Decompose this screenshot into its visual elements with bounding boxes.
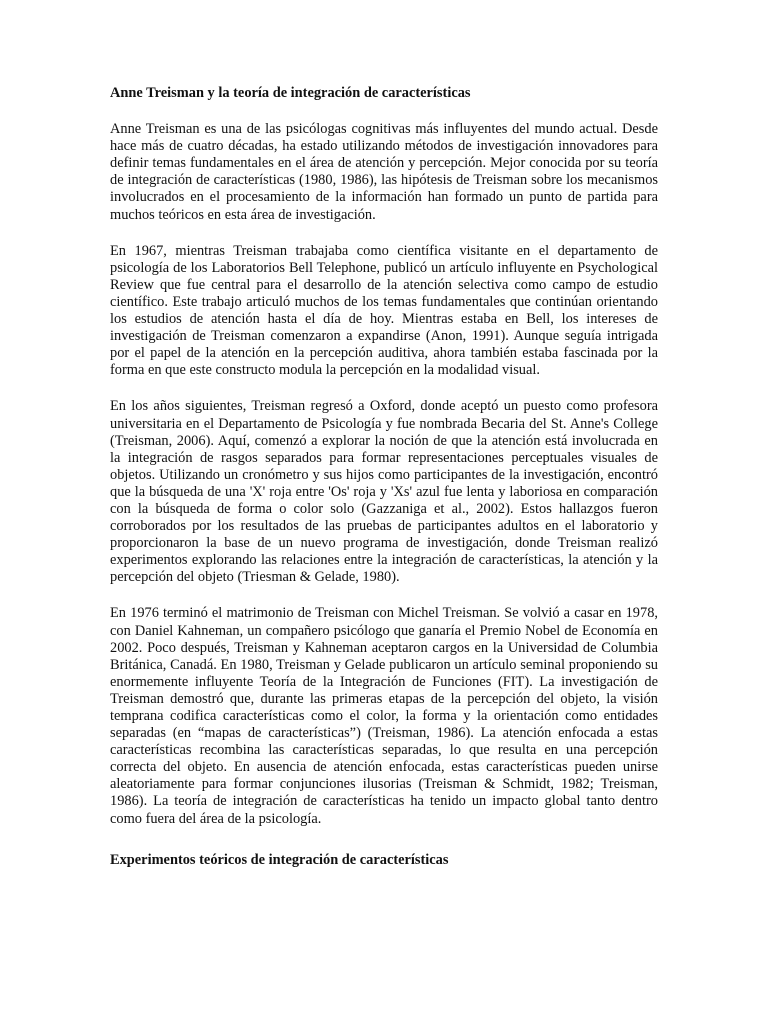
paragraph-2: En 1967, mientras Treisman trabajaba como científica visitante en el departamento de psicología de los Laboratorios Bell Telephone, publicó un artículo influyente en Psychological Review que fue central para el desarrollo de la atención selectiva como campo de estudio científico. Este trabajo articuló muchos de los temas fundamentales que continúan orientando los estudios de atención hasta el día de hoy. Mientras estaba en Bell, los intereses de investigación de Treisman comenzaron a expandirse (Anon, 1991). Aunque seguía intrigada por el papel de la atención en la percepción auditiva, ahora también estaba fascinada por la forma en que este constructo modula la percepción en la modalidad visual. bbox=[110, 242, 658, 379]
document-page bbox=[110, 80, 658, 869]
paragraph-1: Anne Treisman es una de las psicólogas cognitivas más influyentes del mundo actual. Desde hace más de cuatro décadas, ha estado utilizando métodos de investigación innovadores para definir temas fundamentales en el área de atención y percepción. Mejor conocida por su teoría de integración de características (1980, 1986), las hipótesis de Treisman sobre los mecanismos involucrados en el procesamiento de la información han formado un punto de partida para muchos teóricos en esta área de investigación. bbox=[110, 121, 658, 223]
section-heading: Experimentos teóricos de integración de características bbox=[110, 851, 449, 868]
paragraph-3: En los años siguientes, Treisman regresó a Oxford, donde aceptó un puesto como profesora universitaria en el Departamento de Psicología y fue nombrada Becaria del St. Anne's College (Treisman, 2006). Aquí, comenzó a explorar la noción de que la atención está involucrada en la integración de rasgos separados para formar representaciones perceptuales visuales de objetos. Utilizando un cronómetro y sus hijos como participantes de la investigación, encontró que la búsqueda de una 'X' roja entre 'Os' roja y 'Xs' azul fue lenta y laboriosa en comparación con la búsqueda de forma o color solo (Gazzaniga et al., 2002). Estos hallazgos fueron corroborados por los resultados de las pruebas de participantes adultos en el laboratorio y proporcionaron la base de un nuevo programa de investigación, donde Treisman realizó experimentos explorando las relaciones entre la integración de características, la atención y la percepción del objeto (Triesman & Gelade, 1980). bbox=[110, 398, 658, 586]
document-title: Anne Treisman y la teoría de integración de características bbox=[110, 85, 471, 101]
paragraph-4: En 1976 terminó el matrimonio de Treisman con Michel Treisman. Se volvió a casar en 1978, con Daniel Kahneman, un compañero psicólogo que ganaría el Premio Nobel de Economía en 2002. Poco después, Treisman y Kahneman aceptaron cargos en la Universidad de Columbia Británica, Canadá. En 1980, Treisman y Gelade publicaron un artículo seminal proponiendo su enormemente influyente Teoría de la Integración de Funciones (FIT). La investigación de Treisman demostró que, durante las primeras etapas de la percepción del objeto, la visión temprana codifica características como el color, la forma y la orientación como entidades separadas (en “mapas de características”) (Treisman, 1986). La atención enfocada a estas características recombina las características separadas, lo que resulta en una percepción correcta del objeto. En ausencia de atención enfocada, estas características pueden unirse aleatoriamente para formar conjunciones ilusorias (Treisman & Schmidt, 1982; Treisman, 1986). La teoría de integración de características ha tenido un impacto global tanto dentro como fuera del área de la psicología. bbox=[110, 605, 658, 827]
